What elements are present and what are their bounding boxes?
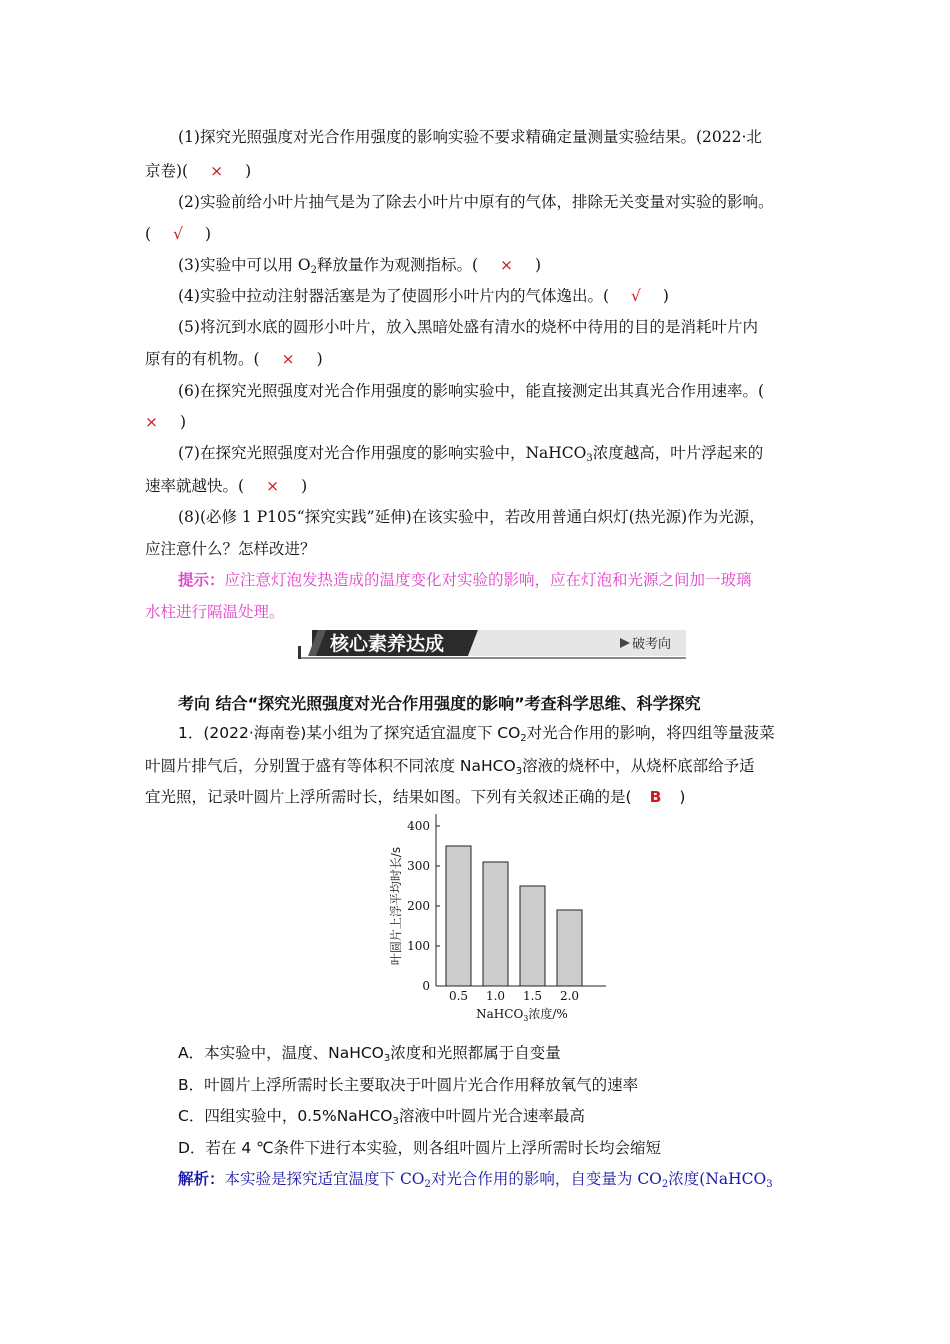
item-1-close: ) <box>245 162 252 180</box>
item-6-line-1 <box>178 381 764 401</box>
y-tick-label: 200 <box>407 899 430 913</box>
bar <box>520 886 545 986</box>
hint-label: 提示： <box>178 570 225 589</box>
option-d-text: D．若在 4 ℃条件下进行本实验，则各组叶圆片上浮所需时长均会缩短 <box>178 1139 662 1157</box>
item-5-text-2: 原有的有机物。( <box>145 350 260 368</box>
item-6-text: (6)在探究光照强度对光合作用强度的影响实验中，能直接测定出其真光合作用速率。( <box>178 382 765 400</box>
item-1-text: (1)探究光照强度对光合作用强度的影响实验不要求精确定量测量实验结果。(2022·北 <box>178 128 762 146</box>
item-1-line-1 <box>178 127 762 147</box>
section-banner <box>298 628 686 660</box>
item-7-line-1 <box>178 443 763 463</box>
item-5-close: ) <box>316 350 323 368</box>
analysis-subscript-3: 3 <box>766 1179 773 1190</box>
analysis-text-2: 对光合作用的影响，自变量为 CO <box>430 1170 662 1188</box>
option-c-text-2: 溶液中叶圆片光合速率最高 <box>398 1107 585 1125</box>
question-text: 1．(2022·海南卷)某小组为了探究适宜温度下 CO <box>178 724 521 742</box>
option-c-subscript: 3 <box>392 1116 399 1127</box>
bar-chart <box>386 806 606 1024</box>
option-b[interactable] <box>178 1075 638 1095</box>
option-d[interactable] <box>178 1138 661 1158</box>
y-tick-label: 400 <box>407 819 430 833</box>
question-text-3: 叶圆片排气后，分别置于盛有等体积不同浓度 NaHCO <box>145 757 516 775</box>
item-8-line-1 <box>178 507 765 527</box>
y-tick-label: 100 <box>407 939 430 953</box>
y-axis-label: 叶圆片上浮平均时长/s <box>389 846 403 966</box>
option-a[interactable] <box>178 1043 561 1063</box>
analysis-subscript-2: 2 <box>661 1179 669 1190</box>
item-4-mark: √ <box>631 287 641 305</box>
question-text-2: 对光合作用的影响，将四组等量菠菜 <box>526 724 775 742</box>
item-5-mark: × <box>281 350 295 368</box>
analysis-line <box>178 1169 773 1189</box>
item-2-line-2 <box>145 224 211 244</box>
hint-text: 应注意灯泡发热造成的温度变化对实验的影响，应在灯泡和光源之间加一玻璃 <box>224 571 752 589</box>
section-heading: 考向 结合“探究光照强度对光合作用强度的影响”考查科学思维、科学探究 <box>178 694 701 713</box>
question-text-4: 溶液的烧杯中，从烧杯底部给予适 <box>522 757 755 775</box>
analysis-text: 本实验是探究适宜温度下 CO <box>224 1170 425 1188</box>
item-1-line-2 <box>145 161 251 181</box>
item-6-line-2 <box>145 412 186 432</box>
hint-text-2: 水柱进行隔温处理。 <box>145 603 285 621</box>
analysis-subscript: 2 <box>424 1179 431 1190</box>
item-4-close: ) <box>662 287 669 305</box>
x-tick-label: 1.0 <box>485 989 506 1003</box>
bar <box>446 846 471 986</box>
y-tick-label: 300 <box>407 859 430 873</box>
banner-tag: 破考向 <box>632 637 672 652</box>
item-3-line <box>178 255 541 275</box>
item-4-text: (4)实验中拉动注射器活塞是为了使圆形小叶片内的气体逸出。( <box>178 287 610 305</box>
item-8-text-2: 应注意什么？怎样改进？ <box>145 540 316 558</box>
item-7-mark: × <box>266 477 280 495</box>
option-b-text: B．叶圆片上浮所需时长主要取决于叶圆片光合作用释放氧气的速率 <box>178 1076 639 1094</box>
question-line-3 <box>145 787 685 807</box>
item-7-subscript: 3 <box>586 453 593 464</box>
option-a-subscript: 3 <box>383 1053 391 1064</box>
item-1-text-2: 京卷)( <box>145 162 189 180</box>
item-6-mark: × <box>145 413 158 431</box>
item-7-text-3: 速率就越快。( <box>145 477 245 495</box>
item-3-text: (3)实验中可以用 O <box>178 256 311 274</box>
item-8-text: (8)(必修 1 P105“探究实践”延伸)在该实验中，若改用普通白炽灯(热光源)作为光源， <box>178 508 765 526</box>
option-a-text: A．本实验中，温度、NaHCO <box>178 1044 384 1062</box>
question-subscript-2: 3 <box>515 766 523 777</box>
item-7-close: ) <box>301 477 308 495</box>
bar <box>483 862 508 986</box>
item-5-line-1 <box>178 317 758 337</box>
item-2-open: ( <box>145 225 152 243</box>
x-tick-label: 1.5 <box>522 989 543 1003</box>
question-subscript: 2 <box>520 733 527 744</box>
item-6-close: ) <box>180 413 187 431</box>
banner-title: 核心素养达成 <box>330 633 445 655</box>
item-3-mark: × <box>500 256 514 274</box>
item-2-mark: √ <box>173 225 183 243</box>
item-4-line <box>178 286 669 306</box>
question-line-1 <box>178 723 775 743</box>
question-close: ) <box>679 788 686 806</box>
item-3-close: ) <box>535 256 542 274</box>
item-2-line-1 <box>178 192 773 212</box>
bar <box>557 910 582 986</box>
item-2-close: ) <box>204 225 212 243</box>
option-a-text-2: 浓度和光照都属于自变量 <box>390 1044 561 1062</box>
x-tick-label: 0.5 <box>448 989 469 1003</box>
item-7-text: (7)在探究光照强度对光合作用强度的影响实验中，NaHCO <box>178 444 587 462</box>
item-1-mark: × <box>210 162 224 180</box>
option-c[interactable] <box>178 1106 585 1126</box>
item-7-line-2 <box>145 476 307 496</box>
analysis-text-3: 浓度(NaHCO <box>668 1170 767 1188</box>
item-5-line-2 <box>145 349 323 369</box>
item-5-text: (5)将沉到水底的圆形小叶片，放入黑暗处盛有清水的烧杯中待用的目的是消耗叶片内 <box>178 318 758 336</box>
item-8-line-2 <box>145 539 316 559</box>
item-2-text: (2)实验前给小叶片抽气是为了除去小叶片中原有的气体，排除无关变量对实验的影响。 <box>178 193 774 211</box>
y-tick-label: 0 <box>422 979 430 993</box>
item-7-text-2: 浓度越高，叶片浮起来的 <box>592 444 764 462</box>
item-3-text-2: 释放量作为观测指标。( <box>316 256 479 274</box>
question-line-2 <box>145 756 755 776</box>
hint-line-2 <box>145 602 285 622</box>
hint-line-1 <box>178 570 752 590</box>
option-c-text: C．四组实验中，0.5%NaHCO <box>178 1107 393 1125</box>
x-tick-label: 2.0 <box>559 989 580 1003</box>
question-text-5: 宜光照，记录叶圆片上浮所需时长，结果如图。下列有关叙述正确的是( <box>145 788 632 806</box>
x-axis-label: NaHCO$_3$浓度/% <box>476 1007 568 1023</box>
item-3-subscript: 2 <box>310 265 317 276</box>
answer-mark: B <box>649 788 662 806</box>
analysis-label: 解析： <box>178 1169 225 1188</box>
